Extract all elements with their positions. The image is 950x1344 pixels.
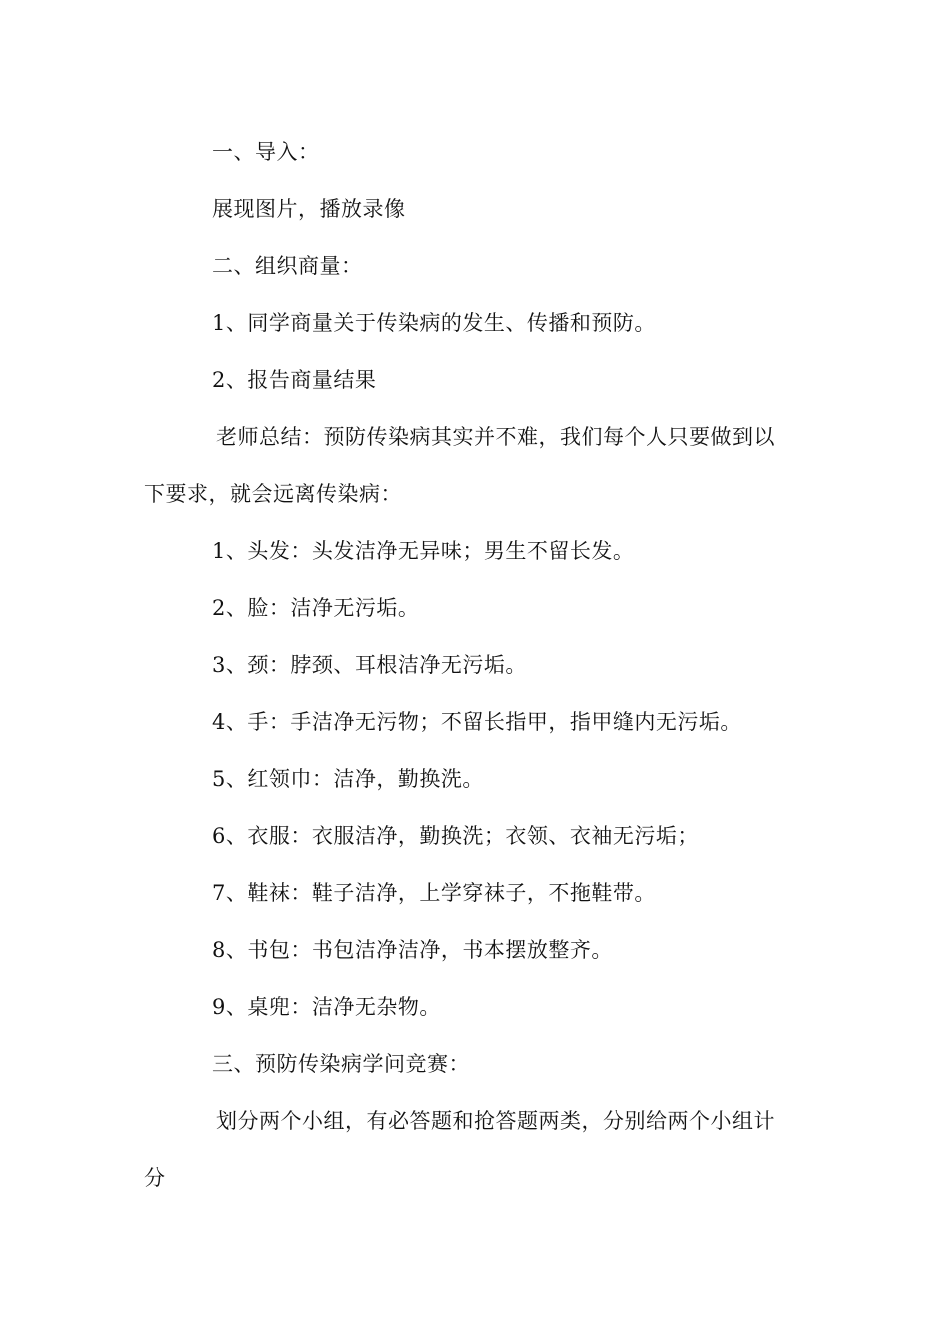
list-item-hair: 1、头发：头发洁净无异味；男生不留长发。 xyxy=(212,539,635,563)
paragraph-teacher-summary: 老师总结：预防传染病其实并不难，我们每个人只要做到以 xyxy=(216,425,775,449)
list-item-clothes: 6、衣服：衣服洁净，勤换洗；衣领、衣袖无污垢； xyxy=(212,824,699,848)
list-item-neck: 3、颈：脖颈、耳根洁净无污垢。 xyxy=(212,653,527,677)
heading-discussion: 二、组织商量： xyxy=(212,254,363,278)
list-item-hands: 4、手：手洁净无污物；不留长指甲，指甲缝内无污垢。 xyxy=(212,710,742,734)
list-item-scarf: 5、红领巾：洁净，勤换洗。 xyxy=(212,767,484,791)
paragraph-teacher-summary-cont: 下要求，就会远离传染病： xyxy=(144,482,402,506)
list-item-desk: 9、桌兜：洁净无杂物。 xyxy=(212,995,441,1019)
list-item-discuss-topic: 1、同学商量关于传染病的发生、传播和预防。 xyxy=(212,311,656,335)
paragraph-quiz-rules: 划分两个小组，有必答题和抢答题两类，分别给两个小组计 xyxy=(216,1109,775,1133)
list-item-face: 2、脸：洁净无污垢。 xyxy=(212,596,420,620)
list-item-shoes: 7、鞋袜：鞋子洁净，上学穿袜子，不拖鞋带。 xyxy=(212,881,656,905)
paragraph-quiz-rules-cont: 分 xyxy=(144,1166,166,1190)
list-item-report-results: 2、报告商量结果 xyxy=(212,368,377,392)
paragraph-show-images: 展现图片，播放录像 xyxy=(212,197,406,221)
heading-intro: 一、导入： xyxy=(212,140,320,164)
heading-quiz: 三、预防传染病学问竞赛： xyxy=(212,1052,470,1076)
list-item-schoolbag: 8、书包：书包洁净洁净，书本摆放整齐。 xyxy=(212,938,613,962)
